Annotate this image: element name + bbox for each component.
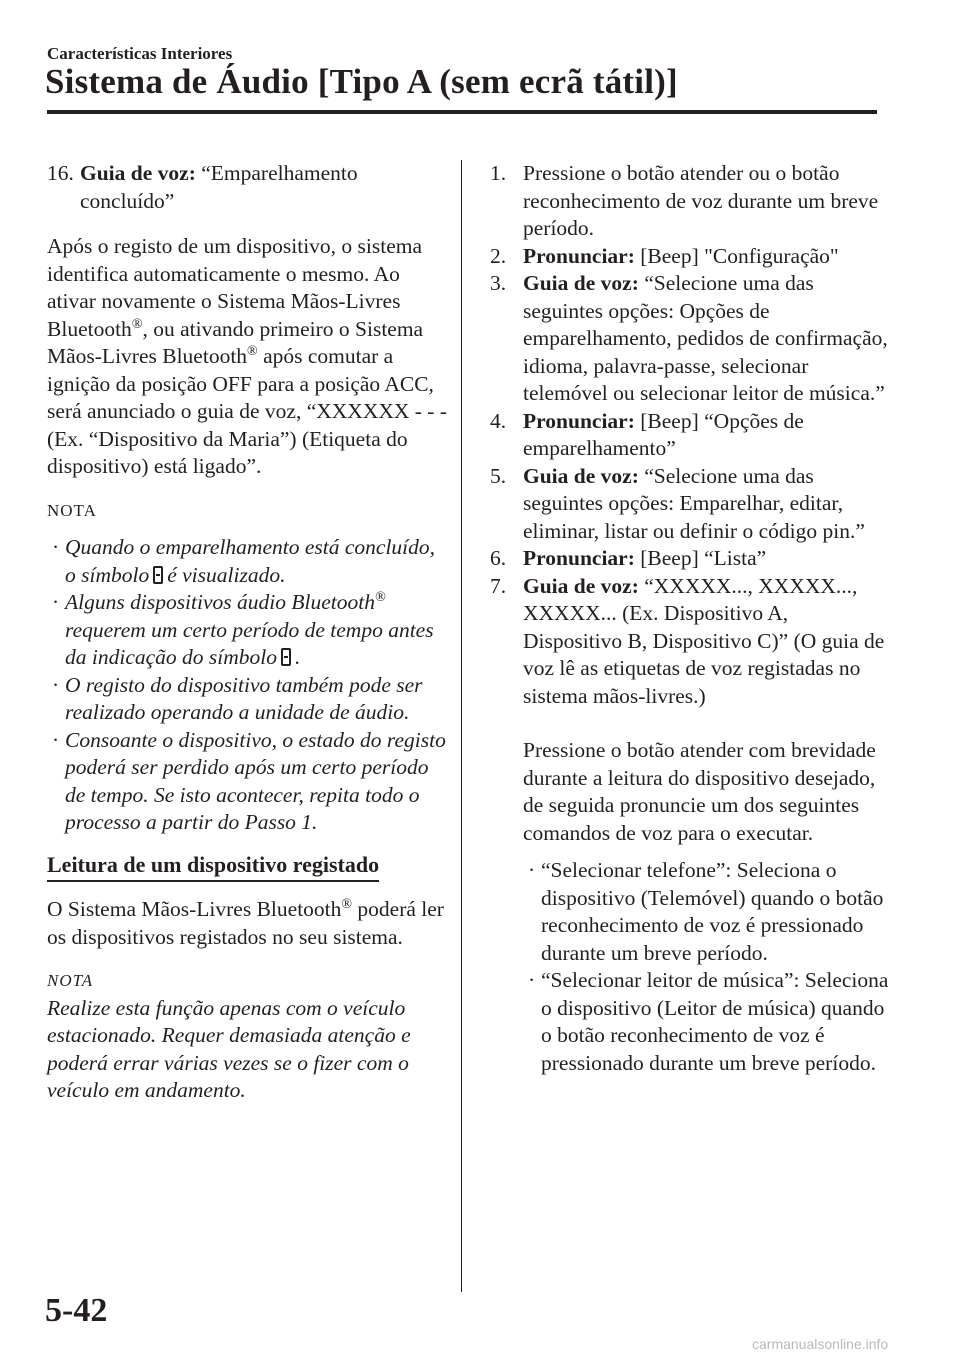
column-divider bbox=[461, 160, 462, 1292]
bullet-dot: · bbox=[528, 858, 536, 882]
step-text: Pressione o botão atender ou o botão reconhecimento de voz durante um breve período. bbox=[523, 161, 879, 240]
step-number: 3. bbox=[490, 271, 507, 295]
bullet-text: Quando o emparelhamento está concluído, o símbolo bbox=[65, 535, 436, 587]
step-text: “Selecione uma das seguintes opções: Opções de emparelhamento, pedidos de confirmação, idioma, palavra-passe, selecionar telemóvel ou selecionar leitor de música.” bbox=[523, 271, 888, 405]
step-number: 6. bbox=[490, 546, 507, 570]
bullet-text: “Selecionar leitor de música”: Seleciona o dispositivo (Leitor de música) quando o botão reconhecimento de voz é pressionado durante um breve período. bbox=[541, 968, 889, 1075]
bullet-text: requerem um certo período de tempo antes da indicação do símbolo bbox=[65, 617, 434, 669]
note-bullet bbox=[47, 534, 447, 589]
step-text: [Beep] “Opções de emparelhamento” bbox=[523, 408, 804, 460]
bullet-dot: · bbox=[52, 590, 60, 614]
registered-mark: ® bbox=[131, 316, 143, 332]
registered-mark: ® bbox=[374, 589, 386, 605]
step-6 bbox=[490, 545, 890, 573]
step-16 bbox=[47, 160, 447, 215]
bullet-text: “Selecionar telefone”: Seleciona o dispositivo (Telemóvel) quando o botão reconhecimento de voz é pressionado durante um breve período. bbox=[541, 858, 884, 965]
note-bullet bbox=[47, 589, 447, 672]
para-text: após comutar a ignição da posição OFF para a posição ACC, será anunciado o guia de voz, “XXXXXX - - - (Ex. “Dispositivo da Maria”) (Etiqueta do dispositivo) está ligado”. bbox=[47, 344, 447, 478]
command-bullet bbox=[490, 967, 890, 1077]
page-title: Sistema de Áudio [Tipo A (sem ecrã tátil)] bbox=[45, 62, 678, 101]
para-text: O Sistema Mãos-Livres Bluetooth bbox=[47, 897, 342, 921]
section-label: Características Interiores bbox=[47, 44, 233, 63]
step-text: [Beep] “Lista” bbox=[634, 546, 767, 570]
registered-mark: ® bbox=[247, 343, 258, 359]
bullet-dot: · bbox=[52, 535, 60, 559]
step-number: 5. bbox=[490, 463, 507, 488]
bluetooth-connected-icon bbox=[281, 648, 291, 666]
subheading: Leitura de um dispositivo registado bbox=[47, 851, 379, 883]
step-2 bbox=[490, 243, 890, 271]
bullet-text: O registo do dispositivo também pode ser realizado operando a unidade de áudio. bbox=[65, 672, 423, 724]
note-text: Realize esta função apenas com o veículo estacionado. Requer demasiada atenção e poderá errar várias vezes se o fizer com o veículo em andamento. bbox=[47, 995, 411, 1102]
para-text: poderá ler os dispositivos registados no seu sistema. bbox=[47, 897, 444, 949]
step-text: [Beep] "Configuração" bbox=[634, 243, 839, 268]
step-label: Pronunciar: bbox=[523, 408, 635, 433]
title-rule bbox=[47, 110, 877, 114]
step-1 bbox=[490, 160, 890, 243]
reading-paragraph bbox=[47, 896, 447, 951]
step-label: Guia de voz: bbox=[523, 573, 639, 598]
para-text: Após o registo de um dispositivo, o sistema identifica automaticamente o mesmo. Ao ativar novamente o Sistema Mãos-Livres Bluetooth bbox=[47, 234, 423, 341]
step-text: “Emparelhamento concluído” bbox=[80, 161, 358, 213]
step-number: 16. bbox=[47, 161, 74, 185]
step-label: Pronunciar: bbox=[523, 546, 635, 570]
bullet-dot: · bbox=[52, 672, 60, 697]
left-column bbox=[47, 160, 447, 1105]
note-bullet bbox=[47, 727, 447, 837]
bullet-dot: · bbox=[528, 968, 536, 992]
step-7 bbox=[490, 573, 890, 711]
instruction-paragraph: Pressione o botão atender com brevidade durante a leitura do dispositivo desejado, de seguida pronuncie um dos seguintes comandos de voz para o executar. bbox=[523, 738, 876, 845]
step-5 bbox=[490, 463, 890, 546]
page-number: 5-42 bbox=[45, 1292, 108, 1329]
step-label: Pronunciar: bbox=[523, 243, 635, 268]
step-label: Guia de voz: bbox=[80, 161, 196, 185]
bullet-text: . bbox=[295, 645, 301, 669]
bullet-text: Consoante o dispositivo, o estado do registo poderá ser perdido após um certo período de tempo. Se isto acontecer, repita todo o processo a partir do Passo 1. bbox=[65, 727, 446, 834]
command-bullet bbox=[490, 857, 890, 967]
step-number: 4. bbox=[490, 408, 507, 433]
registered-mark: ® bbox=[341, 896, 353, 912]
step-3 bbox=[490, 270, 890, 408]
step-label: Guia de voz: bbox=[523, 463, 639, 488]
step-label: Guia de voz: bbox=[523, 271, 639, 295]
note-bullet bbox=[47, 672, 447, 727]
watermark: carmanualsonline.info bbox=[752, 1336, 889, 1352]
registration-paragraph bbox=[47, 233, 447, 481]
note-bullets bbox=[47, 534, 447, 837]
bullet-text: Alguns dispositivos áudio Bluetooth bbox=[65, 590, 375, 614]
bullet-dot: · bbox=[52, 727, 60, 752]
right-column bbox=[490, 160, 890, 1077]
note-heading: NOTA bbox=[47, 971, 94, 990]
bluetooth-connected-icon bbox=[153, 566, 163, 584]
bullet-text: é visualizado. bbox=[167, 562, 286, 587]
step-4 bbox=[490, 408, 890, 463]
step-number: 2. bbox=[490, 243, 507, 268]
command-bullets bbox=[490, 857, 890, 1077]
para-text: , ou ativando primeiro o Sistema Mãos-Livres Bluetooth bbox=[47, 316, 424, 368]
note-heading: NOTA bbox=[47, 500, 97, 520]
step-number: 7. bbox=[490, 573, 507, 598]
step-number: 1. bbox=[490, 161, 507, 185]
step-text: “XXXXX..., XXXXX..., XXXXX... (Ex. Dispositivo A, Dispositivo B, Dispositivo C)” (O guia de voz lê as etiquetas de voz registadas no sistema mãos-livres.) bbox=[523, 573, 885, 708]
step-text: “Selecione uma das seguintes opções: Emparelhar, editar, eliminar, listar ou definir o código pin.” bbox=[523, 463, 865, 543]
